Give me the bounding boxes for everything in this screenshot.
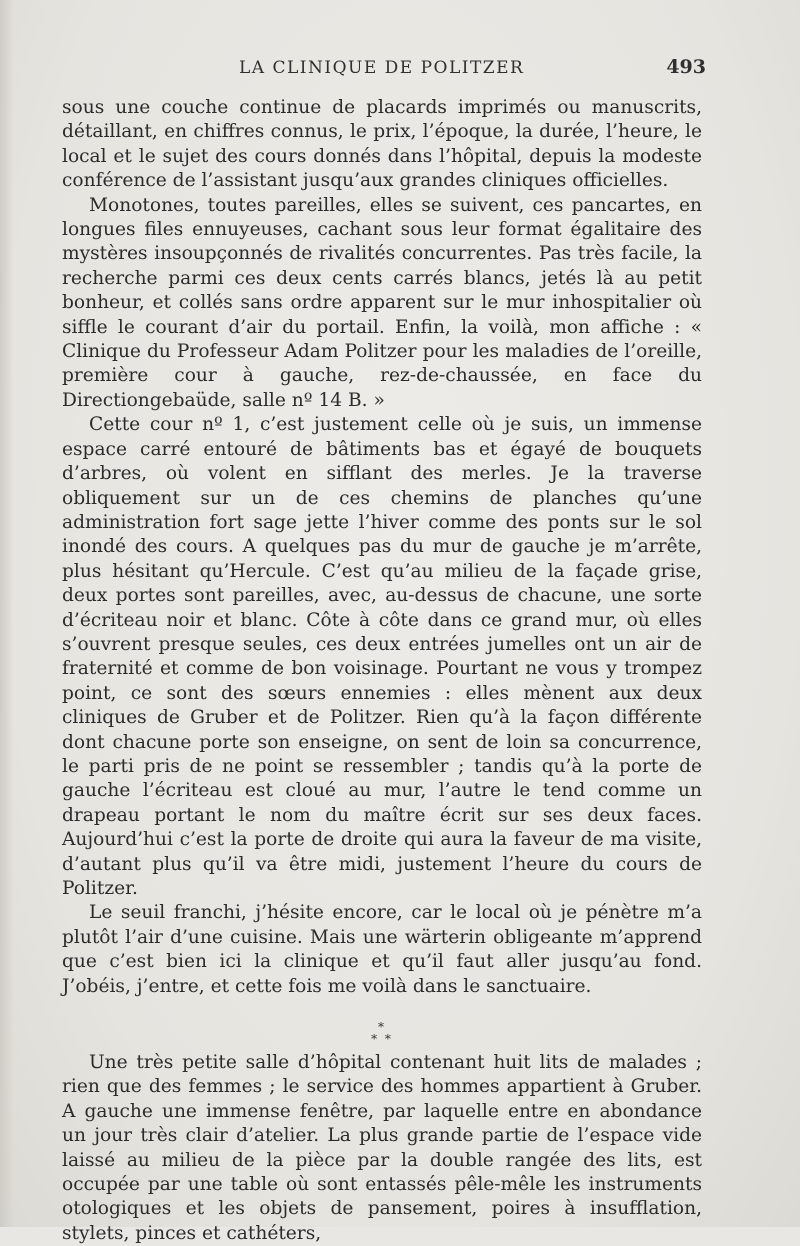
paragraph: Une très petite salle d’hôpital contenant huit lits de malades ; rien que des femmes ; le service des hommes appartient à Gruber. A gauche une immense fenêtre, par laquelle entre en abondance un jour très clair d’atelier. La plus grande partie de l’espace vide laissé au milieu de la pièce par la double rangée des lits, est occupée par une table où sont entassés pêle-mêle les instruments otologiques et les objets de pansement, poires à insufflation, stylets, pinces et cathéters, (62, 1052, 702, 1244)
section-separator (62, 999, 702, 1051)
page-number: 493 (666, 56, 706, 78)
asterism-bottom: * * (371, 1032, 393, 1047)
paragraph: Monotones, toutes pareilles, elles se suivent, ces pancartes, en longues files ennuyeuses, cachant sous leur format égalitaire des mystères insoupçonnés de rivalités concurrentes. Pas très facile, la recherche parmi ces deux cents carrés blancs, jetés là au petit bonheur, et collés sans ordre apparent sur le mur inhospitalier où siffle le courant d’air du portail. Enfin, la voilà, mon affiche : « Clinique du Professeur Adam Politzer pour les maladies de l’oreille, première cour à gauche, rez-de-chaussée, en face du Directiongebaüde, salle nº 14 B. » (62, 194, 702, 411)
paragraph: Le seuil franchi, j’hésite encore, car le local où je pénètre m’a plutôt l’air d’une cuisine. Mais une wärterin obligeante m’apprend que c’est bien ici la clinique et qu’il faut aller jusqu’au fond. J’obéis, j’entre, et cette fois me voilà dans le sanctuaire. (62, 902, 702, 997)
paragraph: sous une couche continue de placards imprimés ou manuscrits, détaillant, en chiffres connus, le prix, l’époque, la durée, l’heure, le local et le sujet des cours donnés dans l’hôpital, depuis la modeste conférence de l’assistant jusqu’aux grandes cliniques officielles. (62, 97, 702, 192)
paragraph: Cette cour nº 1, c’est justement celle où je suis, un immense espace carré entouré de bâtiments bas et égayé de bouquets d’arbres, où volent en sifflant des merles. Je la traverse obliquement sur un de ces chemins de planches qu’une administration fort sage jette l’hiver comme des ponts sur le sol inondé des cours. A quelques pas du mur de gauche je m’arrête, plus hésitant qu’Hercule. C’est qu’au milieu de la façade grise, deux portes sont pareilles, avec, au-dessus de chacune, une sorte d’écriteau noir et blanc. Côte à côte dans ce grand mur, où elles s’ouvrent presque seules, ces deux entrées jumelles ont un air de fraternité et comme de bon voisinage. Pourtant ne vous y trompez point, ce sont des sœurs ennemies : elles mènent aux deux cliniques de Gruber et de Politzer. Rien qu’à la façon différente dont chacune porte son enseigne, on sent de loin sa concurrence, le parti pris de ne point se ressembler ; tandis qu’à la porte de gauche l’écriteau est cloué au mur, l’autre le tend comme un drapeau portant le nom du maître écrit sur ses deux faces. Aujourd’hui c’est la porte de droite qui aura la faveur de ma visite, d’autant plus qu’il va être midi, justement l’heure du cours de Politzer. (62, 414, 702, 899)
asterism-top: * (378, 1020, 386, 1035)
running-head (64, 56, 706, 88)
body-text (62, 96, 702, 1246)
running-title: LA CLINIQUE DE POLITZER (239, 58, 525, 78)
